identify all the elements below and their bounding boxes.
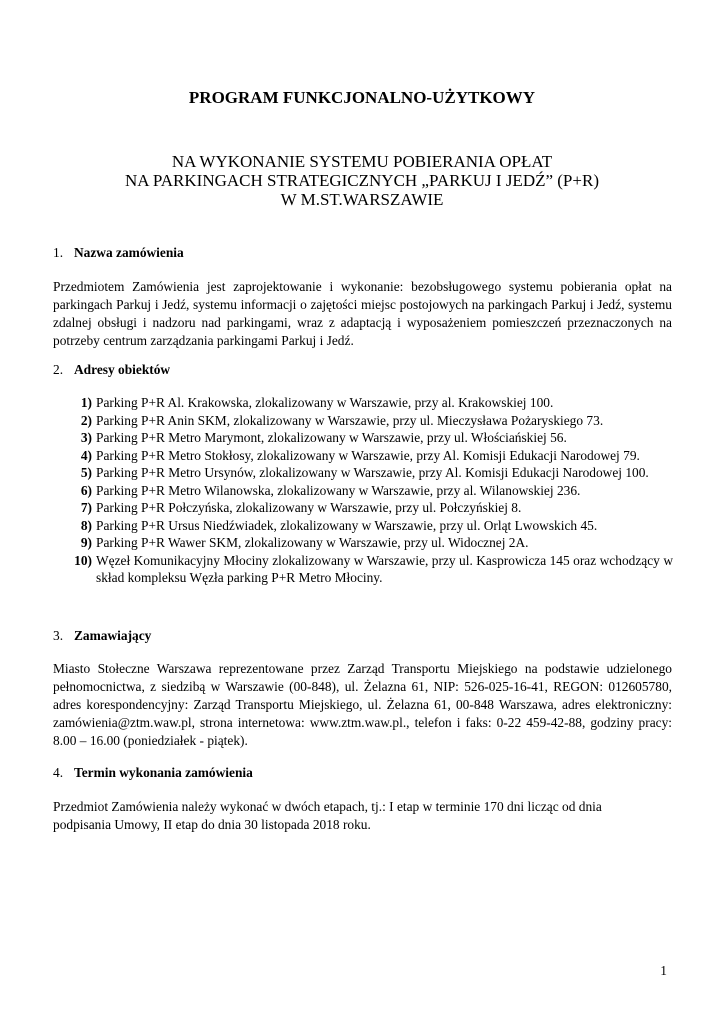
section-title: Adresy obiektów	[74, 362, 171, 377]
list-item-number: 2)	[80, 412, 92, 428]
list-item-text: Parking P+R Metro Ursynów, zlokalizowany w Warszawie, przy Al. Komisji Edukacji Narodowej 100.	[96, 465, 649, 480]
list-item	[67, 464, 673, 482]
list-item-number: 9)	[80, 535, 92, 550]
address-list	[67, 394, 673, 587]
list-item	[67, 482, 673, 500]
section-number: 1.	[53, 245, 64, 260]
subtitle-line: NA PARKINGACH STRATEGICZNYCH „PARKUJ I JEDŹ” (P+R)	[125, 171, 599, 190]
list-item-text: Parking P+R Połczyńska, zlokalizowany w Warszawie, przy ul. Połczyńskiej 8.	[96, 500, 522, 515]
section-number: 2.	[53, 362, 64, 377]
list-item-text: Parking P+R Wawer SKM, zlokalizowany w Warszawie, przy ul. Widocznej 2A.	[96, 535, 529, 550]
list-item	[67, 517, 673, 535]
list-item-number: 1)	[80, 395, 92, 410]
list-item-text: Parking P+R Metro Wilanowska, zlokalizowany w Warszawie, przy al. Wilanowskiej 236.	[96, 482, 581, 498]
section-title: Zamawiający	[74, 628, 152, 643]
subtitle-line: W M.ST.WARSZAWIE	[280, 190, 444, 209]
body-line: podpisania Umowy, II etap do dnia 30 listopada 2018 roku.	[53, 817, 371, 832]
list-item	[67, 412, 673, 430]
section-heading-3	[53, 627, 673, 645]
list-item-text: Parking P+R Ursus Niedźwiadek, zlokalizowany w Warszawie, przy ul. Orląt Lwowskich 45.	[96, 517, 598, 533]
list-item	[67, 394, 673, 412]
list-item-number: 6)	[80, 482, 92, 498]
list-item	[67, 499, 673, 517]
section-heading-4	[53, 764, 673, 782]
section-title: Nazwa zamówienia	[74, 245, 184, 260]
list-item-text: Parking P+R Anin SKM, zlokalizowany w Warszawie, przy ul. Mieczysława Pożaryskiego 73.	[96, 412, 604, 428]
body-line: Przedmiot Zamówienia należy wykonać w dwóch etapach, tj.: I etap w terminie 170 dni licząc od dnia	[53, 799, 602, 814]
section-4-body	[53, 798, 672, 834]
document-subtitle	[0, 152, 724, 209]
list-item-number: 10)	[74, 552, 92, 568]
page-number: 1	[660, 963, 667, 978]
list-item	[67, 429, 673, 447]
list-item-text: Parking P+R Metro Stokłosy, zlokalizowany w Warszawie, przy Al. Komisji Edukacji Narodowej 79.	[96, 447, 640, 463]
section-number: 4.	[53, 765, 64, 780]
list-item-number: 8)	[80, 517, 92, 533]
section-1-body: Przedmiotem Zamówienia jest zaprojektowanie i wykonanie: bezobsługowego systemu pobierania opłat na parkingach Parkuj i Jedź, systemu informacji o zajętości miejsc postojowych na parkingach Parkuj i Jedź, systemu zdalnej obsługi i nadzoru nad parkingami, wraz z adaptacją i wyposażeniem pomieszczeń przeznaczonych na potrzeby centrum zarządzania parkingami Parkuj i Jedź.	[53, 279, 672, 348]
list-item	[67, 447, 673, 465]
section-heading-2	[53, 361, 673, 379]
list-item-number: 5)	[80, 465, 92, 480]
section-title: Termin wykonania zamówienia	[74, 765, 253, 780]
subtitle-line: NA WYKONANIE SYSTEMU POBIERANIA OPŁAT	[171, 152, 553, 171]
list-item-text: Parking P+R Metro Marymont, zlokalizowany w Warszawie, przy ul. Włościańskiej 56.	[96, 430, 567, 445]
section-number: 3.	[53, 628, 64, 643]
section-heading-1	[53, 244, 673, 262]
list-item-text: Węzeł Komunikacyjny Młociny zlokalizowany w Warszawie, przy ul. Kasprowicza 145 oraz wchodzący w skład kompleksu Węzła parking P+R Metro Młociny.	[96, 552, 673, 585]
list-item	[67, 534, 673, 552]
document-title: PROGRAM FUNKCJONALNO-UŻYTKOWY	[188, 88, 536, 107]
list-item-number: 7)	[80, 500, 92, 515]
section-3-body: Miasto Stołeczne Warszawa reprezentowane przez Zarząd Transportu Miejskiego na podstawie udzielonego pełnomocnictwa, z siedzibą w Warszawie (00-848), ul. Żelazna 61, NIP: 526-025-16-41, REGON: 012605780, adres korespondencyjny: Zarząd Transportu Miejskiego, ul. Żelazna 61, 00-848 Warszawa, adres elektroniczny: zamówienia@ztm.waw.pl, strona internetowa: www.ztm.waw.pl., telefon i faks: 0-22 459-42-88, godziny pracy: 8.00 – 16.00 (poniedziałek - piątek).	[53, 661, 672, 748]
list-item-number: 4)	[80, 447, 92, 463]
list-item	[67, 552, 673, 587]
list-item-text: Parking P+R Al. Krakowska, zlokalizowany w Warszawie, przy al. Krakowskiej 100.	[96, 395, 554, 410]
list-item-number: 3)	[80, 430, 92, 445]
